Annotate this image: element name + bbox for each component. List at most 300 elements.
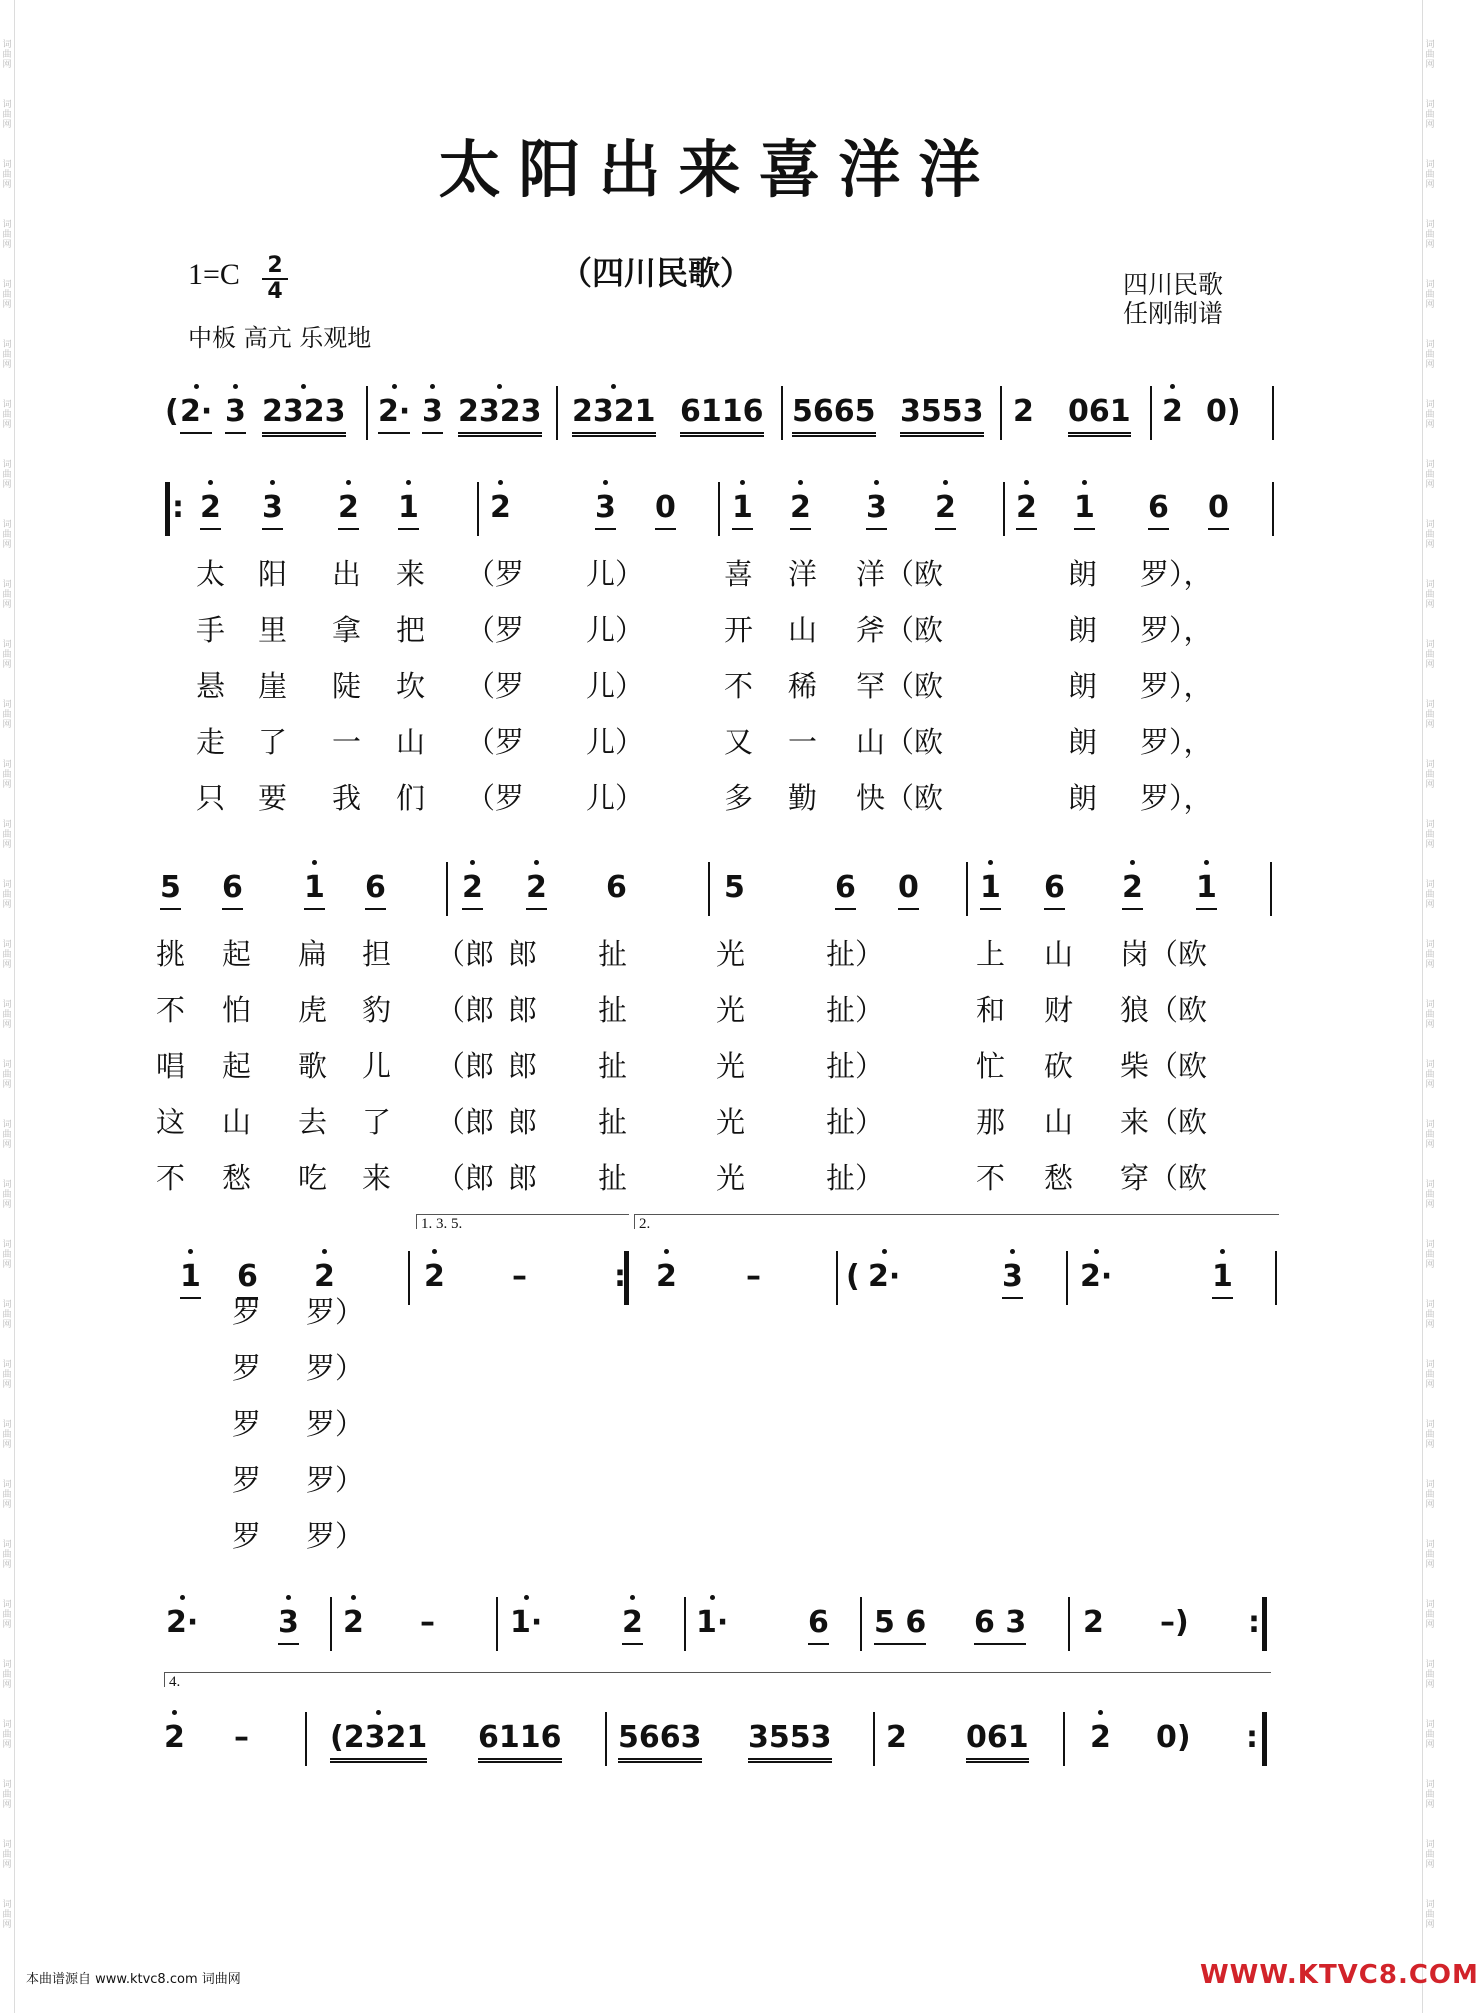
lyric-syllable: 来 xyxy=(396,557,426,591)
lyric-syllable: （郎 xyxy=(436,1161,495,1195)
barline xyxy=(1066,1251,1068,1305)
lyric-syllable: 罗 xyxy=(232,1407,262,1441)
lyric-syllable: 吃 xyxy=(298,1161,328,1195)
lyric-syllable: 去 xyxy=(298,1105,328,1139)
note: 1 xyxy=(980,868,1001,910)
note: 0) xyxy=(1206,394,1241,429)
side-watermark-mark: 词曲网 xyxy=(1425,160,1435,190)
side-watermark-mark: 词曲网 xyxy=(2,1000,12,1030)
note: 0 xyxy=(1208,488,1229,530)
note: 2 xyxy=(790,488,811,530)
note: 2321 xyxy=(572,392,656,437)
note: 1 xyxy=(1074,488,1095,530)
lyric-syllable: 阳 xyxy=(258,557,288,591)
side-watermark-mark: 词曲网 xyxy=(2,1900,12,1930)
lyric-syllable: 山 xyxy=(788,613,818,647)
lyric-syllable: 光 xyxy=(716,1161,746,1195)
note: 6 xyxy=(1044,868,1065,910)
lyric-syllable: 朗 xyxy=(1068,557,1098,591)
lyric-syllable: 只 xyxy=(196,781,226,815)
lyric-syllable: 稀 xyxy=(788,669,818,703)
barline xyxy=(1068,1597,1070,1651)
lyric-syllable: 走 xyxy=(196,725,226,759)
barline xyxy=(1272,482,1274,536)
note: 6 xyxy=(835,868,856,910)
lyric-syllable: 罗） xyxy=(306,1295,365,1329)
lyric-syllable: 儿） xyxy=(586,781,645,815)
note: 6 xyxy=(606,870,627,905)
lyric-syllable: 郎 xyxy=(508,1105,538,1139)
note: 061 xyxy=(966,1718,1029,1763)
barline xyxy=(305,1712,307,1766)
lyric-syllable: 起 xyxy=(222,1049,252,1083)
side-watermark-mark: 词曲网 xyxy=(2,940,12,970)
lyric-syllable: 歌 xyxy=(298,1049,328,1083)
note: 3 xyxy=(866,488,887,530)
lyric-syllable: 儿） xyxy=(586,725,645,759)
lyric-syllable: （罗 xyxy=(466,557,525,591)
lyric-syllable: 扯 xyxy=(598,1049,628,1083)
note: 2· xyxy=(180,392,212,434)
lyric-syllable: （郎 xyxy=(436,1105,495,1139)
lyric-syllable: 拿 xyxy=(332,613,362,647)
time-signature xyxy=(262,255,288,303)
lyric-syllable: 和 xyxy=(976,993,1006,1027)
lyric-syllable: 豹 xyxy=(362,993,392,1027)
note: 2 xyxy=(1090,1718,1111,1758)
lyric-syllable: 们 xyxy=(396,781,426,815)
side-watermark-mark: 词曲网 xyxy=(1425,1900,1435,1930)
lyric-syllable: 一 xyxy=(332,725,362,759)
side-watermark-mark: 词曲网 xyxy=(1425,1780,1435,1810)
note: 5 xyxy=(160,868,181,910)
barline xyxy=(1275,1251,1277,1305)
note: : xyxy=(1246,1720,1258,1755)
note: 3553 xyxy=(900,392,984,437)
side-watermark-mark: 词曲网 xyxy=(2,880,12,910)
side-watermark-mark: 词曲网 xyxy=(1425,400,1435,430)
lyric-syllable: （罗 xyxy=(466,781,525,815)
barline xyxy=(366,386,368,440)
note: 1· xyxy=(696,1603,728,1643)
lyric-syllable: 罗）， xyxy=(1140,781,1213,815)
side-watermark-mark: 词曲网 xyxy=(2,1240,12,1270)
lyric-syllable: 朗 xyxy=(1068,725,1098,759)
time-signature-top: 2 xyxy=(267,253,283,278)
lyric-syllable: 罗） xyxy=(306,1519,365,1553)
song-title: 太阳出来喜洋洋 xyxy=(438,133,999,206)
note: 5665 xyxy=(792,392,876,437)
side-watermark-mark: 词曲网 xyxy=(1425,1660,1435,1690)
barline xyxy=(624,1251,629,1305)
lyric-syllable: 光 xyxy=(716,1049,746,1083)
note: 2· xyxy=(1080,1257,1112,1297)
lyric-syllable: 怕 xyxy=(222,993,252,1027)
barline xyxy=(781,386,783,440)
side-watermark-mark: 词曲网 xyxy=(1425,40,1435,70)
note: ( xyxy=(846,1259,860,1294)
note: 6116 xyxy=(478,1718,562,1763)
lyric-syllable: 唱 xyxy=(156,1049,186,1083)
lyric-syllable: （郎 xyxy=(436,937,495,971)
lyric-syllable: 不 xyxy=(156,993,186,1027)
lyric-syllable: 罕（欧 xyxy=(856,669,944,703)
note: 1 xyxy=(1212,1257,1233,1299)
barline xyxy=(1270,862,1272,916)
note: 2 xyxy=(886,1720,907,1755)
note: ( xyxy=(165,394,179,429)
side-watermark-mark: 词曲网 xyxy=(2,760,12,790)
volta-2: 2. xyxy=(634,1214,1279,1229)
note: 6 xyxy=(1148,488,1169,530)
side-watermark-mark: 词曲网 xyxy=(2,1780,12,1810)
side-watermark-mark: 词曲网 xyxy=(2,1840,12,1870)
lyric-syllable: 扯） xyxy=(826,1161,885,1195)
barline xyxy=(496,1597,498,1651)
tempo-marking: 中板 高亢 乐观地 xyxy=(188,324,372,352)
barline xyxy=(408,1251,410,1305)
note: 2· xyxy=(166,1603,198,1643)
barline xyxy=(1150,386,1152,440)
lyric-syllable: 起 xyxy=(222,937,252,971)
note: 2 xyxy=(622,1603,643,1645)
lyric-syllable: 勤 xyxy=(788,781,818,815)
note: 2 xyxy=(1013,394,1034,429)
note: : xyxy=(172,490,184,525)
key-signature: 1=C xyxy=(188,258,240,291)
note: 2 xyxy=(526,868,547,910)
barline xyxy=(836,1251,838,1305)
note: 1 xyxy=(180,1257,201,1299)
note: 2 xyxy=(462,868,483,910)
note: 0) xyxy=(1156,1720,1191,1755)
side-watermark-mark: 词曲网 xyxy=(1425,760,1435,790)
side-watermark-mark: 词曲网 xyxy=(2,340,12,370)
side-watermark-mark: 词曲网 xyxy=(1425,1840,1435,1870)
lyric-syllable: 我 xyxy=(332,781,362,815)
lyric-syllable: 山（欧 xyxy=(856,725,944,759)
barline xyxy=(966,862,968,916)
barline xyxy=(873,1712,875,1766)
side-watermark-mark: 词曲网 xyxy=(2,280,12,310)
note: 6 3 xyxy=(974,1603,1026,1645)
note: : xyxy=(614,1259,626,1294)
lyric-syllable: 扯 xyxy=(598,1105,628,1139)
lyric-syllable: 柴（欧 xyxy=(1120,1049,1208,1083)
lyric-syllable: 扁 xyxy=(298,937,328,971)
note: 2 xyxy=(424,1257,445,1297)
note: 2 xyxy=(1162,392,1183,432)
side-watermark-mark: 词曲网 xyxy=(1425,1000,1435,1030)
lyric-syllable: 陡 xyxy=(332,669,362,703)
lyric-syllable: 光 xyxy=(716,937,746,971)
note: 6 xyxy=(365,868,386,910)
side-watermark-mark: 词曲网 xyxy=(2,1360,12,1390)
side-watermark-mark: 词曲网 xyxy=(2,1180,12,1210)
note: 6116 xyxy=(680,392,764,437)
lyric-syllable: 要 xyxy=(258,781,288,815)
barline xyxy=(708,862,710,916)
barline xyxy=(330,1597,332,1651)
barline xyxy=(446,862,448,916)
lyric-syllable: 扯） xyxy=(826,1105,885,1139)
side-watermark-mark: 词曲网 xyxy=(1425,100,1435,130)
lyric-syllable: 郎 xyxy=(508,937,538,971)
side-watermark-mark: 词曲网 xyxy=(1425,1360,1435,1390)
barline xyxy=(1262,1597,1267,1651)
note: 3 xyxy=(225,392,246,434)
note: 1 xyxy=(732,488,753,530)
lyric-syllable: 罗 xyxy=(232,1351,262,1385)
lyric-syllable: 郎 xyxy=(508,1161,538,1195)
lyric-syllable: 出 xyxy=(332,557,362,591)
lyric-syllable: 扯） xyxy=(826,1049,885,1083)
lyric-syllable: 愁 xyxy=(1044,1161,1074,1195)
barline xyxy=(1063,1712,1065,1766)
side-watermark-mark: 词曲网 xyxy=(1425,700,1435,730)
side-watermark-mark: 词曲网 xyxy=(1425,280,1435,310)
lyric-syllable: 扯 xyxy=(598,937,628,971)
side-watermark-mark: 词曲网 xyxy=(2,1480,12,1510)
lyric-syllable: 儿 xyxy=(362,1049,392,1083)
note: 2 xyxy=(1016,488,1037,530)
lyric-syllable: 忙 xyxy=(976,1049,1006,1083)
side-watermark-mark: 词曲网 xyxy=(1425,880,1435,910)
barline xyxy=(860,1597,862,1651)
note: 2 xyxy=(1083,1605,1104,1640)
lyric-syllable: 那 xyxy=(976,1105,1006,1139)
lyric-syllable: 多 xyxy=(724,781,754,815)
note: 1· xyxy=(510,1603,542,1643)
note: 5 6 xyxy=(874,1603,926,1645)
lyric-syllable: 儿） xyxy=(586,613,645,647)
note: 3 xyxy=(1002,1257,1023,1299)
lyric-syllable: 罗 xyxy=(232,1463,262,1497)
note: 5663 xyxy=(618,1718,702,1763)
left-margin-strip xyxy=(0,0,15,2013)
note: : xyxy=(1248,1605,1260,1640)
lyric-syllable: 扯） xyxy=(826,993,885,1027)
note: 1 xyxy=(304,868,325,910)
lyric-syllable: 来 xyxy=(362,1161,392,1195)
lyric-syllable: 罗） xyxy=(306,1407,365,1441)
lyric-syllable: 朗 xyxy=(1068,781,1098,815)
side-watermark-mark: 词曲网 xyxy=(2,160,12,190)
lyric-syllable: 愁 xyxy=(222,1161,252,1195)
side-watermark-mark: 词曲网 xyxy=(1425,1720,1435,1750)
side-watermark-mark: 词曲网 xyxy=(1425,1180,1435,1210)
lyric-syllable: 罗 xyxy=(232,1295,262,1329)
side-watermark-mark: 词曲网 xyxy=(2,460,12,490)
note: 2 xyxy=(490,488,511,528)
side-watermark-mark: 词曲网 xyxy=(2,640,12,670)
note: 2 xyxy=(1122,868,1143,910)
score-row xyxy=(0,1718,1437,1778)
barline xyxy=(165,482,170,536)
side-watermark-mark: 词曲网 xyxy=(1425,820,1435,850)
lyric-syllable: 担 xyxy=(362,937,392,971)
barline xyxy=(1000,386,1002,440)
lyric-syllable: 里 xyxy=(258,613,288,647)
note: – xyxy=(746,1259,761,1294)
side-watermark-mark: 词曲网 xyxy=(1425,1120,1435,1150)
lyric-syllable: 罗 xyxy=(232,1519,262,1553)
barline xyxy=(684,1597,686,1651)
footer-logo: WWW.KTVC8.COM xyxy=(1200,1960,1479,1990)
note: 5 xyxy=(724,870,745,905)
note: 2323 xyxy=(262,392,346,437)
side-watermark-mark: 词曲网 xyxy=(2,220,12,250)
lyric-syllable: （郎 xyxy=(436,993,495,1027)
note: 1 xyxy=(398,488,419,530)
note: 2 xyxy=(656,1257,677,1297)
lyric-syllable: 扯 xyxy=(598,993,628,1027)
lyric-syllable: 儿） xyxy=(586,669,645,703)
lyric-syllable: 郎 xyxy=(508,993,538,1027)
volta-4: 4. xyxy=(164,1672,1271,1687)
lyric-syllable: 来（欧 xyxy=(1120,1105,1208,1139)
lyric-syllable: 一 xyxy=(788,725,818,759)
side-watermark-mark: 词曲网 xyxy=(2,40,12,70)
lyric-syllable: 儿） xyxy=(586,557,645,591)
credit-arranger: 任刚制谱 xyxy=(1123,299,1224,328)
side-watermark-mark: 词曲网 xyxy=(1425,640,1435,670)
lyric-syllable: 扯） xyxy=(826,937,885,971)
note: 061 xyxy=(1068,392,1131,437)
lyric-syllable: 光 xyxy=(716,1105,746,1139)
side-watermark-mark: 词曲网 xyxy=(2,1060,12,1090)
lyric-syllable: 罗）， xyxy=(1140,557,1213,591)
lyric-syllable: 虎 xyxy=(298,993,328,1027)
side-watermark-mark: 词曲网 xyxy=(1425,1600,1435,1630)
lyric-syllable: 上 xyxy=(976,937,1006,971)
barline xyxy=(477,482,479,536)
lyric-syllable: 朗 xyxy=(1068,613,1098,647)
lyric-syllable: 砍 xyxy=(1044,1049,1074,1083)
side-watermark-mark: 词曲网 xyxy=(1425,460,1435,490)
side-watermark-mark: 词曲网 xyxy=(2,1600,12,1630)
side-watermark-mark: 词曲网 xyxy=(2,1300,12,1330)
lyric-syllable: 山 xyxy=(396,725,426,759)
lyric-syllable: 了 xyxy=(258,725,288,759)
side-watermark-mark: 词曲网 xyxy=(2,700,12,730)
lyric-syllable: 不 xyxy=(724,669,754,703)
side-watermark-mark: 词曲网 xyxy=(2,1720,12,1750)
lyric-syllable: 不 xyxy=(156,1161,186,1195)
lyric-syllable: 光 xyxy=(716,993,746,1027)
lyric-syllable: 洋 xyxy=(788,557,818,591)
barline xyxy=(1003,482,1005,536)
side-watermark-mark: 词曲网 xyxy=(2,1540,12,1570)
note: 2 xyxy=(343,1603,364,1643)
lyric-syllable: 把 xyxy=(396,613,426,647)
score-row xyxy=(0,1257,1437,1317)
lyric-syllable: 岗（欧 xyxy=(1120,937,1208,971)
side-watermark-mark: 词曲网 xyxy=(1425,1540,1435,1570)
lyric-syllable: （罗 xyxy=(466,669,525,703)
barline xyxy=(556,386,558,440)
right-margin-strip xyxy=(1422,0,1437,2013)
lyric-syllable: 挑 xyxy=(156,937,186,971)
note: 3553 xyxy=(748,1718,832,1763)
lyric-syllable: 财 xyxy=(1044,993,1074,1027)
side-watermark-mark: 词曲网 xyxy=(1425,340,1435,370)
lyric-syllable: 坎 xyxy=(396,669,426,703)
side-watermark-mark: 词曲网 xyxy=(1425,940,1435,970)
lyric-syllable: 罗） xyxy=(306,1463,365,1497)
note: 2323 xyxy=(458,392,542,437)
note: 2· xyxy=(868,1257,900,1297)
lyric-syllable: 狼（欧 xyxy=(1120,993,1208,1027)
side-watermark-mark: 词曲网 xyxy=(2,520,12,550)
lyric-syllable: （罗 xyxy=(466,613,525,647)
lyric-syllable: 罗）， xyxy=(1140,725,1213,759)
note: 3 xyxy=(422,392,443,434)
volta-1-3-5: 1. 3. 5. xyxy=(416,1214,629,1229)
time-signature-bottom: 4 xyxy=(267,279,283,304)
lyric-syllable: 手 xyxy=(196,613,226,647)
side-watermark-mark: 词曲网 xyxy=(2,100,12,130)
lyric-syllable: 山 xyxy=(1044,1105,1074,1139)
credit-origin: 四川民歌 xyxy=(1123,270,1224,299)
side-watermark-mark: 词曲网 xyxy=(2,820,12,850)
note: 6 xyxy=(222,868,243,910)
side-watermark-mark: 词曲网 xyxy=(2,1660,12,1690)
note: 3 xyxy=(278,1603,299,1645)
lyric-syllable: 喜 xyxy=(724,557,754,591)
note: 2· xyxy=(378,392,410,434)
note: 3 xyxy=(595,488,616,530)
side-watermark-mark: 词曲网 xyxy=(2,1420,12,1450)
score-row xyxy=(0,488,1437,548)
lyric-syllable: 山 xyxy=(222,1105,252,1139)
note: – xyxy=(512,1259,527,1294)
lyric-syllable: 太 xyxy=(196,557,226,591)
side-watermark-mark: 词曲网 xyxy=(1425,1060,1435,1090)
lyric-syllable: （罗 xyxy=(466,725,525,759)
lyric-syllable: 山 xyxy=(1044,937,1074,971)
lyric-syllable: 洋（欧 xyxy=(856,557,944,591)
lyric-syllable: 悬 xyxy=(196,669,226,703)
side-watermark-mark: 词曲网 xyxy=(2,400,12,430)
side-watermark-mark: 词曲网 xyxy=(1425,1480,1435,1510)
note: 2 xyxy=(164,1718,185,1758)
side-watermark-mark: 词曲网 xyxy=(1425,220,1435,250)
lyric-syllable: 不 xyxy=(976,1161,1006,1195)
score-row xyxy=(0,392,1437,452)
note: –) xyxy=(1160,1605,1189,1640)
note: 3 xyxy=(262,488,283,530)
lyric-syllable: 了 xyxy=(362,1105,392,1139)
lyric-syllable: 朗 xyxy=(1068,669,1098,703)
barline xyxy=(605,1712,607,1766)
lyric-syllable: 又 xyxy=(724,725,754,759)
barline xyxy=(1272,386,1274,440)
note: 0 xyxy=(898,868,919,910)
barline xyxy=(718,482,720,536)
note: 0 xyxy=(655,488,676,530)
song-subtitle: （四川民歌） xyxy=(560,254,753,292)
barline xyxy=(1262,1712,1267,1766)
note: – xyxy=(420,1605,435,1640)
lyric-syllable: 这 xyxy=(156,1105,186,1139)
lyric-syllable: 穿（欧 xyxy=(1120,1161,1208,1195)
note: 2 xyxy=(314,1257,335,1297)
lyric-syllable: 扯 xyxy=(598,1161,628,1195)
lyric-syllable: 罗） xyxy=(306,1351,365,1385)
lyric-syllable: 崖 xyxy=(258,669,288,703)
note: (2321 xyxy=(330,1718,427,1763)
